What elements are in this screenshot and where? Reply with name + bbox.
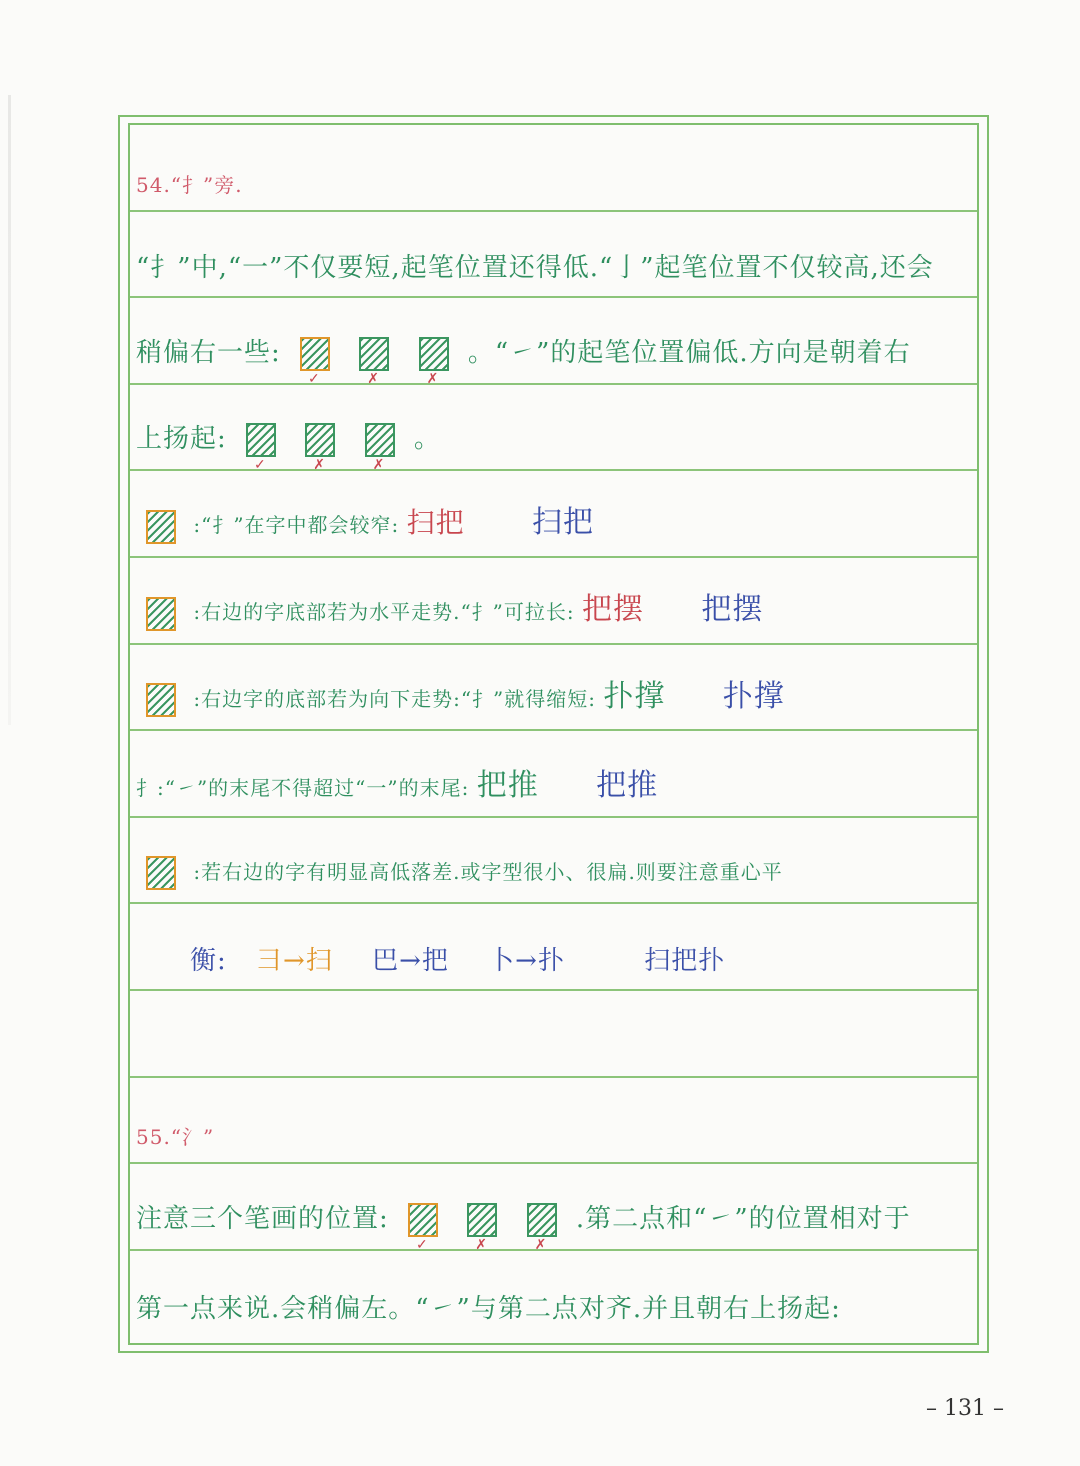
example-chars: 把摆 (701, 592, 764, 628)
text-line (190, 940, 725, 977)
check-icon: ✓ (308, 370, 321, 387)
grid-row-7 (130, 645, 977, 732)
example-chars: 扫把 (406, 506, 465, 540)
text-segment: :右边的字底部若为水平走势.“扌”可拉长: (193, 600, 575, 625)
cross-icon: ✗ (367, 370, 381, 387)
cross-icon: ✗ (534, 1236, 548, 1253)
example-chars: 彐→扫 (256, 945, 333, 976)
page-number: – 131 – (926, 1396, 1004, 1421)
text-line (136, 418, 441, 474)
grid-row-10 (130, 904, 977, 991)
text-line (136, 671, 785, 718)
example-chars: 扑撑 (603, 678, 666, 714)
text-segment: 。 (413, 424, 441, 455)
example-chars: 扫把 (532, 505, 595, 541)
stroke-diagram (305, 423, 335, 474)
stroke-diagram (300, 337, 330, 387)
text-segment: :若右边的字有明显高低落差.或字型很小、很扁.则要注意重心平 (193, 859, 783, 884)
stroke-diagram (365, 423, 395, 474)
check-icon: ✓ (416, 1236, 429, 1253)
text-segment: :“扌”在字中都会较窄: (193, 513, 400, 538)
grid-row-3 (130, 298, 977, 385)
grid-row-6 (130, 558, 977, 645)
section-55-heading: 55.“氵” (136, 1125, 215, 1150)
text-line (136, 856, 783, 891)
stroke-diagram (527, 1203, 557, 1253)
text-segment: 扌:“㇀”的末尾不得超过“一”的末尾: (136, 775, 470, 800)
text-line: 第一点来说.会稍偏左。“㇀”与第二点对齐.并且朝右上扬起: (136, 1294, 841, 1325)
stroke-diagram (146, 510, 176, 544)
cross-icon: ✗ (426, 370, 440, 387)
grid-row-9 (130, 818, 977, 905)
stroke-diagram (146, 597, 176, 631)
example-chars: 把摆 (582, 592, 645, 628)
grid-row-8 (130, 731, 977, 818)
section-54-heading: 54.“扌”旁. (136, 172, 243, 197)
stroke-diagram (408, 1203, 438, 1253)
example-chars: 把推 (596, 767, 659, 803)
example-chars: 扑撑 (722, 678, 785, 714)
text-segment: :右边字的底部若为向下走势:“扌”就得缩短: (193, 686, 597, 711)
grid-row-11 (130, 991, 977, 1078)
grid-row-1 (130, 125, 977, 212)
stroke-diagram (419, 337, 449, 387)
text-segment: .第二点和“㇀”的位置相对于 (575, 1203, 911, 1234)
cross-icon: ✗ (313, 457, 327, 474)
text-segment: 稍偏右一些: (136, 337, 281, 368)
cross-icon: ✗ (475, 1236, 489, 1253)
text-segment: 注意三个笔画的位置: (136, 1203, 389, 1234)
stroke-diagram (146, 683, 176, 717)
stroke-diagram (246, 423, 276, 474)
grid-row-5 (130, 471, 977, 558)
grid-row-2 (130, 212, 977, 299)
practice-sheet-frame (118, 115, 989, 1353)
text-line (136, 584, 763, 631)
grid-row-14 (130, 1251, 977, 1338)
grid-row-4 (130, 385, 977, 472)
text-line (136, 1198, 911, 1253)
cross-icon: ✗ (372, 457, 386, 474)
text-segment: 衡: (190, 945, 227, 976)
example-chars: 扫把扑 (644, 945, 726, 976)
text-segment: 。“㇀”的起笔位置偏低.方向是朝着右 (467, 337, 911, 368)
check-icon: ✓ (254, 457, 267, 474)
text-segment: 上扬起: (136, 424, 227, 455)
stroke-diagram (467, 1203, 497, 1253)
stroke-diagram (146, 856, 176, 890)
text-line: “扌”中,“一”不仅要短,起笔位置还得低.“亅”起笔位置不仅较高,还会 (136, 253, 934, 284)
page-spine-shadow (8, 95, 11, 725)
grid-row-12 (130, 1078, 977, 1165)
stroke-diagram (359, 337, 389, 387)
text-line (136, 332, 911, 387)
example-chars: 把推 (476, 767, 539, 803)
text-line (136, 760, 658, 804)
practice-sheet-grid (128, 123, 979, 1345)
grid-row-13 (130, 1164, 977, 1251)
example-chars: 卜→扑 (488, 945, 565, 976)
example-chars: 巴→把 (372, 945, 449, 976)
text-line (136, 497, 594, 544)
